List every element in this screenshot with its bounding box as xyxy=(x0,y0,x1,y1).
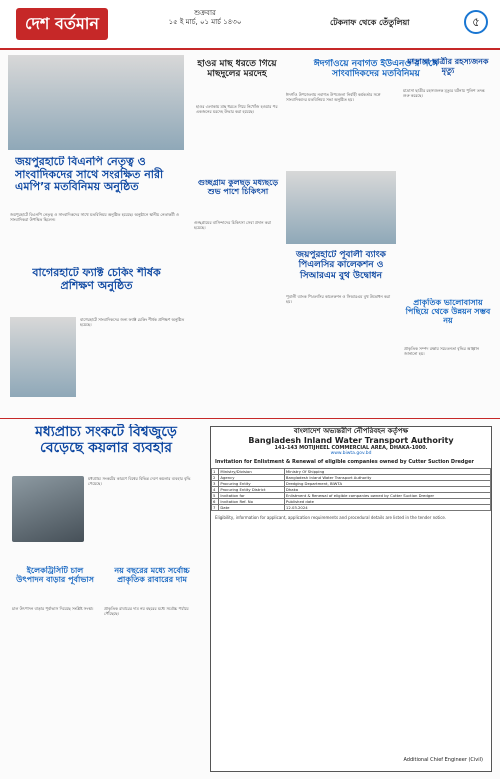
section-title: টেকনাফ থেকে তেঁতুলিয়া xyxy=(330,18,410,27)
tool-headline: বাগেরহাটে ফ্যাক্ট চেকিং শীর্ষক প্রশিক্ষণ অনুষ্ঠিত xyxy=(32,267,161,292)
ad-bangla-title: বাংলাদেশ অভ্যন্তরীণ নৌপরিবহন কর্তৃপক্ষ xyxy=(293,427,409,435)
publication-day: শুক্রবার xyxy=(194,9,216,17)
rubber-headline: নয় বছরের মধ্যে সর্বোচ্চ প্রাকৃতিক রাবারের দাম xyxy=(114,566,190,585)
biwta-advertisement xyxy=(210,426,492,772)
farm-body: প্রাকৃতিক সম্পদ রক্ষায় সচেতনতা বৃদ্ধির আহ্বান জানানো হয়। xyxy=(404,346,479,356)
table-row: 6 Invitation Ref. No Published date xyxy=(212,499,491,505)
meeting-photo xyxy=(8,55,184,150)
pubali-headline: জয়পুরহাটে পূবালী ব্যাংক পিএলসির কালেকশন ও সিআরএম বুথ উদ্বোধন xyxy=(296,250,386,281)
ilish-body: চাল উৎপাদন বাড়ার পূর্বাভাস দিয়েছে সংশ্লিষ্ট সংস্থা। xyxy=(12,606,94,611)
ilish-headline: ইলেকট্রিসিটি চাল উৎপাদন বাড়ার পূর্বাভাস xyxy=(16,566,94,585)
tool-body: বাগেরহাটে সাংবাদিকদের জন্য ফ্যাক্ট চেকিং শীর্ষক প্রশিক্ষণ অনুষ্ঠিত হয়েছে। xyxy=(80,317,185,327)
ad-english-title: Bangladesh Inland Water Transport Authority xyxy=(248,436,454,445)
newspaper-logo: দেশ বর্তমান xyxy=(16,8,108,40)
ad-body: Eligibility, information for applicant, application requirements and procedural details are listed in the tender notice. xyxy=(215,515,447,520)
coal-body: মধ্যপ্রাচ্য সংকটের কারণে বিশ্বের বিভিন্ন দেশে কয়লার ব্যবহার বৃদ্ধি পেয়েছে। xyxy=(88,476,191,486)
masthead xyxy=(0,0,500,50)
fish-body: হাওর এলাকায় মাছ ধরতে গিয়ে নিখোঁজ হওয়ার পর একজনের মরদেহ উদ্ধার করা হয়েছে। xyxy=(196,104,278,114)
section-divider xyxy=(0,418,500,419)
page-number: ৫ xyxy=(464,10,488,34)
table-row: 1 Ministry/Division Ministry Of Shipping xyxy=(212,469,491,475)
table-row: 4 Procuring Entity District Dhaka xyxy=(212,487,491,493)
ad-subject: Invitation for Enlistment & Renewal of eligible companies owned by Cutter Suction Dredger xyxy=(215,459,474,465)
madrasa-headline: মাদ্রাসা ছাত্রীর রহস্যজনক মৃত্যু xyxy=(407,57,489,76)
ad-signatory: Additional Chief Engineer (Civil) xyxy=(403,757,483,763)
dutch-body: ঈদগাঁও উপজেলায় নবাগত উপজেলা নির্বাহী কর্মকর্তার সঙ্গে সাংবাদিকদের মতবিনিময় সভা অনুষ্ঠিত হয়। xyxy=(286,92,381,102)
coal-photo xyxy=(12,476,84,542)
farm-headline: প্রাকৃতিক ভালোবাসায় পিছিয়ে থেকে উন্নয়ন সম্ভব নয় xyxy=(405,298,491,326)
dutch-photo xyxy=(286,171,396,244)
dutch-headline: ঈদগাঁওয়ে নবাগত ইউএনও’র সঙ্গে সাংবাদিকদের মতবিনিময় xyxy=(313,59,439,80)
table-row: 7 Date 12.03.2024 xyxy=(212,505,491,511)
ad-website: www.biwta.gov.bd xyxy=(330,451,372,456)
pubali-body: পূবালী ব্যাংক পিএলসির কালেকশন ও সিআরএম বুথ উদ্বোধন করা হয়। xyxy=(286,294,391,304)
table-row: 5 Invitation for Enlistment & Renewal of eligible companies owned by Cutter Suction Dredger xyxy=(212,493,491,499)
table-row: 3 Procuring Entity Dredging Department, BIWTA xyxy=(212,481,491,487)
ad-table xyxy=(211,468,491,511)
ring-body: গুচ্ছগ্রামের বাসিন্দাদের চিকিৎসা সেবা প্রদান করা হয়েছে। xyxy=(194,220,271,230)
ad-address: 141-143 MOTIJHEEL COMMERCIAL AREA, DHAKA-1000. xyxy=(274,445,428,451)
rubber-body: প্রাকৃতিক রাবারের দাম নয় বছরের মধ্যে সর্বোচ্চ পর্যায়ে পৌঁছেছে। xyxy=(104,606,189,616)
meeting-body: জয়পুরহাটে বিএনপি নেতৃত্ব ও সাংবাদিকদের সাথে মতবিনিময় অনুষ্ঠিত হয়েছে। অনুষ্ঠানে স্থানীয় নেতাকর্মী ও সাংবাদিকরা উপস্থিত ছিলেন। xyxy=(10,212,179,222)
fish-headline: হাওর মাছ ধরতে গিয়ে মাছদুলের মরদেহ xyxy=(197,59,277,80)
publication-date: ১৫ ই মার্চ, ০১ মার্চ ১৪৩০ xyxy=(168,18,242,26)
meeting-headline: জয়পুরহাটে বিএনপি নেতৃত্ব ও সাংবাদিকদের সাথে সংরক্ষিত নারী এমপি’র মতবিনিময় অনুষ্ঠিত xyxy=(15,156,164,194)
ring-headline: গুচ্ছগ্রাম কুলছড় মধ্যছড়ে শুভ পাশে চিকিৎসা xyxy=(197,178,279,197)
training-photo xyxy=(10,317,76,397)
madrasa-body: মাদ্রাসা ছাত্রীর রহস্যজনক মৃত্যুর ঘটনায় পুলিশ তদন্ত শুরু করেছে। xyxy=(403,88,485,98)
coal-headline: মধ্যপ্রাচ্য সংকটে বিশ্বজুড়ে বেড়েছে কয়লার ব্যবহার xyxy=(35,424,177,457)
table-row: 2 Agency Bangladesh Inland Water Transport Authority xyxy=(212,475,491,481)
